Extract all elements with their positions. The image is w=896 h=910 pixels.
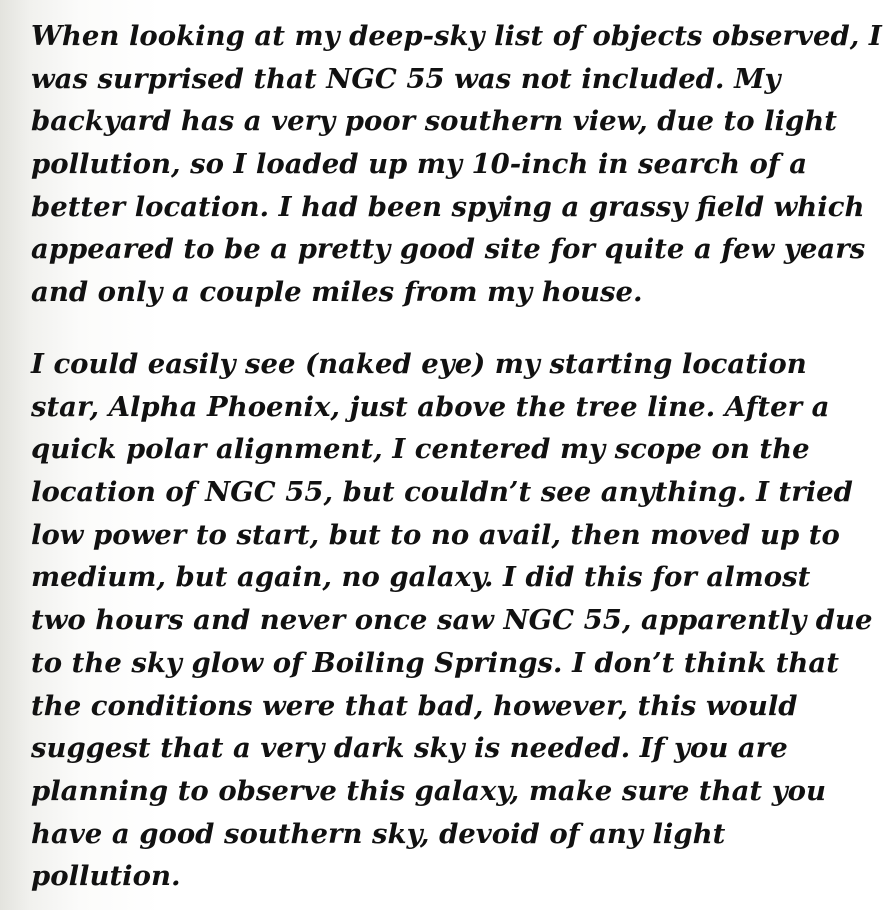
paragraph-2: [31, 343, 873, 898]
text-line: suggest that a very dark sky is needed. If you are: [31, 732, 788, 765]
text-line: appeared to be a pretty good site for quite a few years: [31, 233, 866, 266]
paragraph-1: [31, 15, 882, 314]
text-line: two hours and never once saw NGC 55, apparently due: [31, 604, 873, 637]
text-line: location of NGC 55, but couldn’t see anything. I tried: [31, 476, 853, 509]
text-line: and only a couple miles from my house.: [31, 276, 643, 309]
text-line: was surprised that NGC 55 was not included. My: [31, 62, 781, 95]
text-line: better location. I had been spying a grassy field which: [31, 190, 865, 223]
text-line: pollution.: [31, 860, 181, 893]
text-line: When looking at my deep-sky list of objects observed, I: [31, 20, 882, 52]
text-line: star, Alpha Phoenix, just above the tree line. After a: [31, 390, 830, 423]
text-line: to the sky glow of Boiling Springs. I don’t think that: [31, 646, 839, 679]
text-line: I could easily see (naked eye) my starting location: [31, 348, 807, 380]
text-line: low power to start, but to no avail, then moved up to: [31, 518, 840, 551]
text-line: backyard has a very poor southern view, due to light: [31, 105, 837, 138]
text-line: the conditions were that bad, however, this would: [31, 689, 798, 722]
text-line: medium, but again, no galaxy. I did this for almost: [31, 561, 811, 594]
text-line: pollution, so I loaded up my 10-inch in search of a: [31, 148, 808, 181]
text-line: have a good southern sky, devoid of any light: [31, 817, 726, 850]
text-line: quick polar alignment, I centered my scope on the: [31, 433, 810, 466]
text-line: planning to observe this galaxy, make sure that you: [31, 774, 827, 807]
